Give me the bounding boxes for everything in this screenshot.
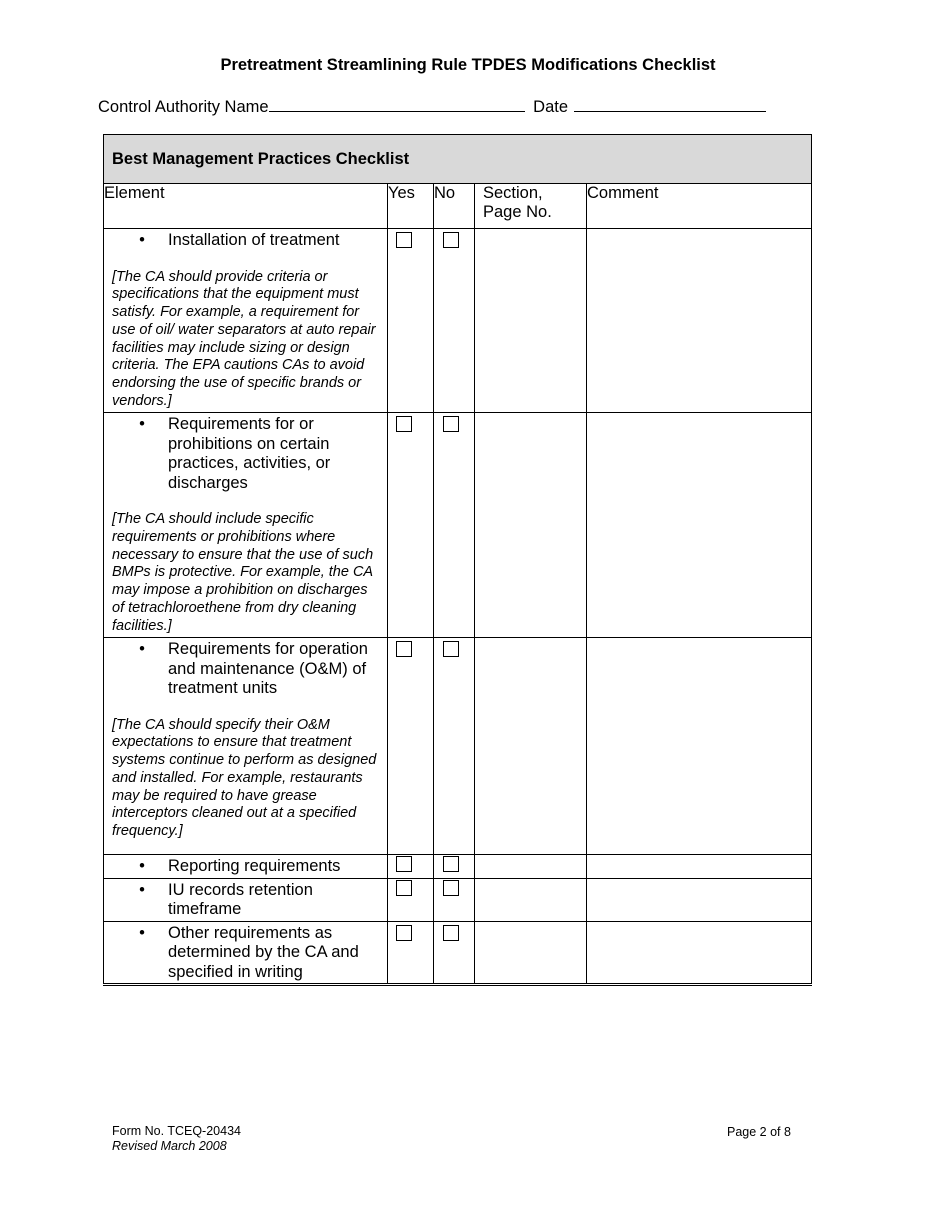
element-text: Other requirements as determined by the CA and specified in writing	[168, 923, 359, 981]
yes-checkbox[interactable]	[396, 232, 412, 248]
revision-date: Revised March 2008	[112, 1139, 227, 1153]
control-authority-line	[98, 94, 766, 117]
no-cell	[434, 921, 475, 985]
form-info	[112, 1124, 241, 1154]
yes-checkbox[interactable]	[396, 856, 412, 872]
no-cell	[434, 413, 475, 638]
control-authority-name-field[interactable]	[269, 94, 525, 112]
section-page-cell[interactable]	[475, 638, 587, 855]
element-cell	[104, 878, 388, 921]
control-authority-label: Control Authority Name	[98, 98, 269, 116]
element-note: [The CA should include specific requirements or prohibitions where necessary to ensure that the use of such BMPs is protective. For example, the CA may impose a prohibition on discharges of tetrachloroethene from dry cleaning facilities.]	[112, 511, 374, 634]
element-text: Requirements for or prohibitions on certain practices, activities, or discharges	[168, 415, 331, 492]
comment-cell[interactable]	[587, 855, 812, 879]
no-cell	[434, 855, 475, 879]
section-page-cell[interactable]	[475, 229, 587, 413]
element-text: Requirements for operation and maintenance (O&M) of treatment units	[168, 640, 368, 697]
element-cell	[104, 413, 388, 638]
no-checkbox[interactable]	[443, 880, 459, 896]
element-note: [The CA should specify their O&M expectations to ensure that treatment systems continue to perform as designed and installed. For example, restaurants may be required to have grease interceptors cleaned out at a specified frequency.]	[112, 716, 377, 840]
date-field[interactable]	[574, 94, 766, 112]
no-checkbox[interactable]	[443, 641, 459, 657]
table-row	[104, 921, 812, 985]
page-title: Pretreatment Streamlining Rule TPDES Modifications Checklist	[220, 56, 716, 74]
yes-cell	[388, 413, 434, 638]
date-label: Date	[533, 98, 569, 116]
column-header-element: Element	[104, 184, 388, 229]
yes-checkbox[interactable]	[396, 641, 412, 657]
no-checkbox[interactable]	[443, 416, 459, 432]
comment-cell[interactable]	[587, 229, 812, 413]
column-header-no: No	[434, 184, 475, 229]
table-row	[104, 229, 812, 413]
yes-cell	[388, 638, 434, 855]
no-cell	[434, 229, 475, 413]
form-number: Form No. TCEQ-20434	[112, 1124, 241, 1138]
column-header-section	[475, 184, 587, 229]
column-header-section-line2: Page No.	[483, 203, 552, 221]
bullet-icon: •	[139, 857, 145, 875]
bullet-icon: •	[139, 880, 145, 899]
element-cell	[104, 921, 388, 985]
element-text: Installation of treatment	[168, 231, 340, 249]
comment-cell[interactable]	[587, 921, 812, 985]
column-header-yes: Yes	[388, 184, 434, 229]
element-cell	[104, 855, 388, 879]
section-page-cell[interactable]	[475, 878, 587, 921]
table-row	[104, 878, 812, 921]
element-text: Reporting requirements	[168, 857, 341, 875]
section-page-cell[interactable]	[475, 921, 587, 985]
no-checkbox[interactable]	[443, 856, 459, 872]
element-cell	[104, 229, 388, 413]
bullet-icon: •	[139, 923, 145, 942]
yes-cell	[388, 878, 434, 921]
section-page-cell[interactable]	[475, 855, 587, 879]
element-note: [The CA should provide criteria or specifications that the equipment must satisfy. For example, a requirement for use of oil/ water separators at auto repair facilities may include sizing or design criteria. The EPA cautions CAs to avoid endorsing the use of specific brands or vendors.]	[112, 268, 376, 410]
column-header-section-line1: Section,	[483, 184, 543, 202]
table-row	[104, 855, 812, 879]
yes-checkbox[interactable]	[396, 880, 412, 896]
table-row	[104, 638, 812, 855]
page-number: Page 2 of 8	[727, 1125, 791, 1139]
table-row	[104, 413, 812, 638]
no-cell	[434, 878, 475, 921]
yes-cell	[388, 855, 434, 879]
bullet-icon: •	[139, 640, 145, 658]
table-title: Best Management Practices Checklist	[104, 135, 812, 184]
no-checkbox[interactable]	[443, 925, 459, 941]
yes-cell	[388, 229, 434, 413]
bmp-checklist-table	[103, 134, 812, 986]
bullet-icon: •	[139, 415, 145, 433]
comment-cell[interactable]	[587, 638, 812, 855]
comment-cell[interactable]	[587, 878, 812, 921]
yes-checkbox[interactable]	[396, 416, 412, 432]
no-cell	[434, 638, 475, 855]
element-text: IU records retention timeframe	[168, 880, 313, 918]
section-page-cell[interactable]	[475, 413, 587, 638]
no-checkbox[interactable]	[443, 232, 459, 248]
yes-cell	[388, 921, 434, 985]
column-header-comment: Comment	[587, 184, 812, 229]
yes-checkbox[interactable]	[396, 925, 412, 941]
element-cell	[104, 638, 388, 855]
bullet-icon: •	[139, 231, 145, 249]
comment-cell[interactable]	[587, 413, 812, 638]
